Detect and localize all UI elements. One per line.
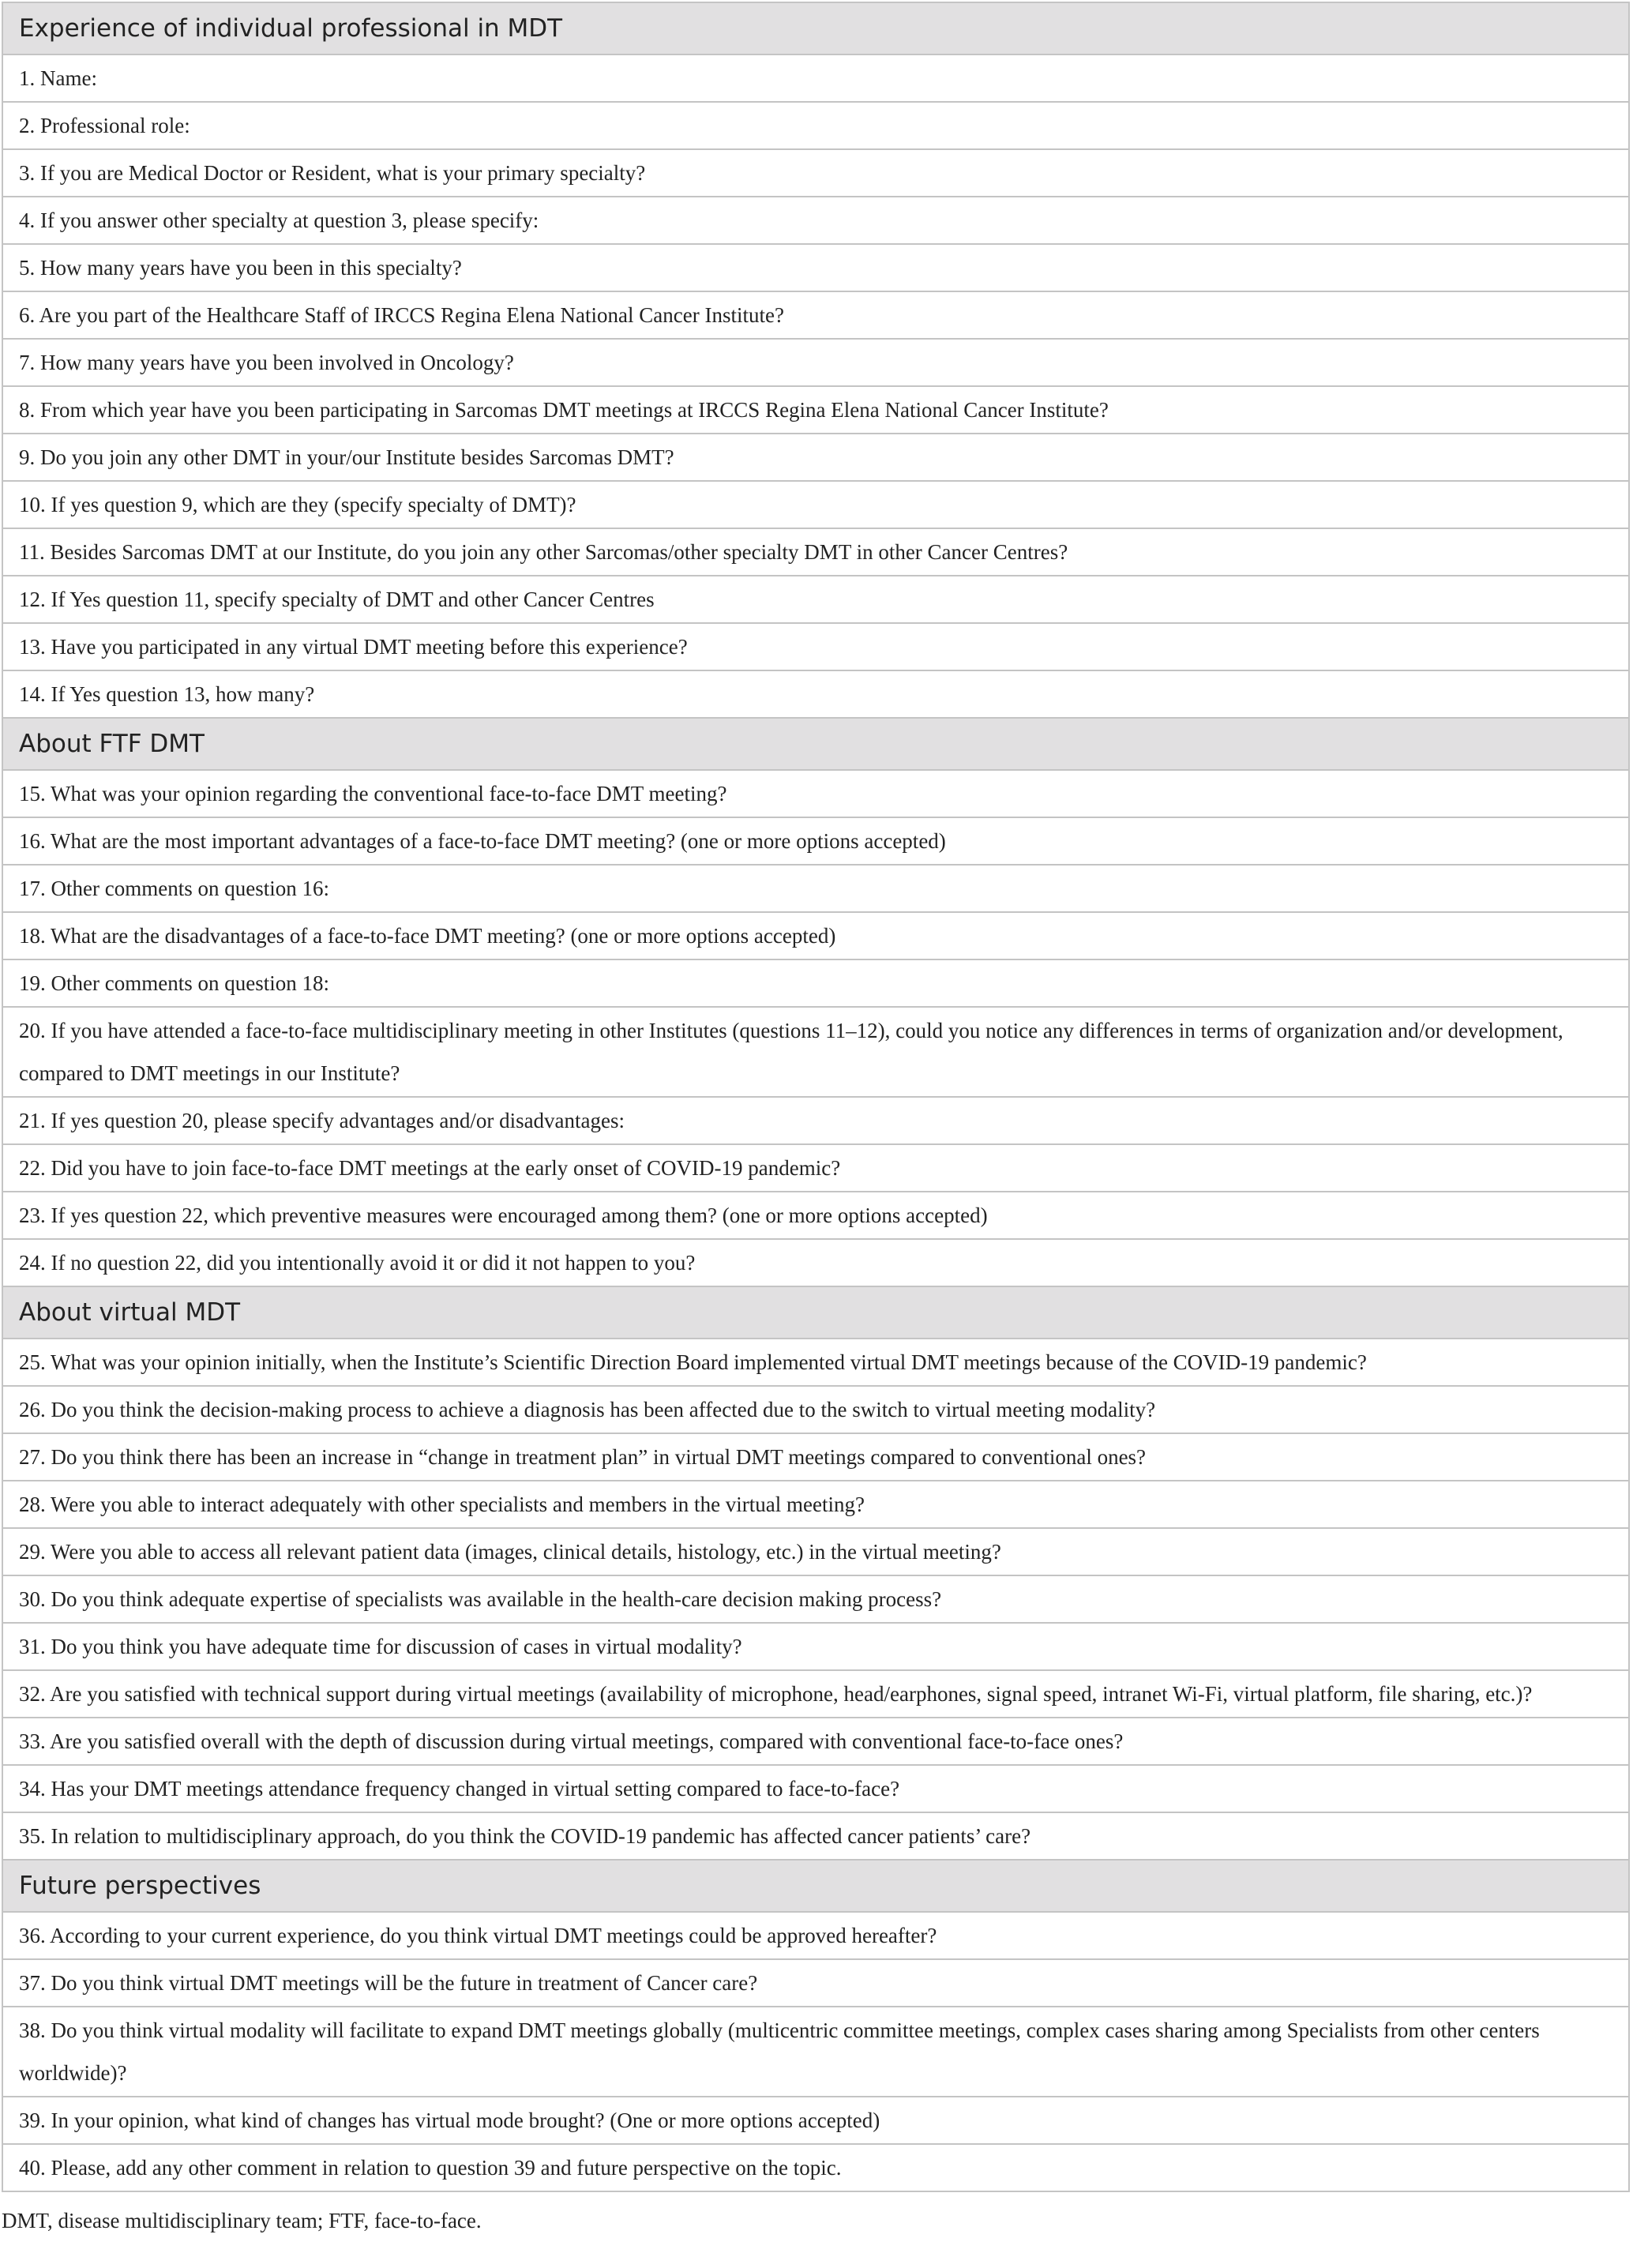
question-text: 30. Do you think adequate expertise of specialists was available in the health-care decision making process? <box>2 1575 1629 1623</box>
question-row <box>2 959 1629 1007</box>
question-row <box>2 1339 1629 1386</box>
question-text: 3. If you are Medical Doctor or Resident, what is your primary specialty? <box>2 149 1629 197</box>
questionnaire-table <box>2 2 1630 2192</box>
question-text: 17. Other comments on question 16: <box>2 865 1629 912</box>
question-text: 31. Do you think you have adequate time for discussion of cases in virtual modality? <box>2 1623 1629 1670</box>
question-text: 40. Please, add any other comment in relation to question 39 and future perspective on the topic. <box>2 2144 1629 2191</box>
question-text: 12. If Yes question 11, specify specialty of DMT and other Cancer Centres <box>2 576 1629 623</box>
question-row <box>2 865 1629 912</box>
question-row <box>2 1812 1629 1860</box>
question-row <box>2 817 1629 865</box>
section-header-row <box>2 1286 1629 1339</box>
question-text: 10. If yes question 9, which are they (specify specialty of DMT)? <box>2 481 1629 528</box>
section-header-row <box>2 2 1629 54</box>
question-row <box>2 291 1629 339</box>
section-header-row <box>2 718 1629 770</box>
question-text: 35. In relation to multidisciplinary approach, do you think the COVID-19 pandemic has affected cancer patients’ care? <box>2 1812 1629 1860</box>
question-text: 26. Do you think the decision-making process to achieve a diagnosis has been affected due to the switch to virtual meeting modality? <box>2 1386 1629 1433</box>
question-text: 19. Other comments on question 18: <box>2 959 1629 1007</box>
question-text: 32. Are you satisfied with technical support during virtual meetings (availability of microphone, head/earphones, signal speed, intranet Wi-Fi, virtual platform, file sharing, etc.)? <box>2 1670 1629 1718</box>
question-row <box>2 1007 1629 1097</box>
question-text: 9. Do you join any other DMT in your/our Institute besides Sarcomas DMT? <box>2 434 1629 481</box>
section-title: About virtual MDT <box>2 1286 1629 1339</box>
question-row <box>2 244 1629 291</box>
question-text: 39. In your opinion, what kind of changes has virtual mode brought? (One or more options accepted) <box>2 2097 1629 2144</box>
question-row <box>2 197 1629 244</box>
question-text: 1. Name: <box>2 54 1629 102</box>
question-row <box>2 386 1629 434</box>
question-row <box>2 2097 1629 2144</box>
question-row <box>2 1192 1629 1239</box>
questionnaire-body <box>2 2 1629 2191</box>
question-text: 24. If no question 22, did you intentionally avoid it or did it not happen to you? <box>2 1239 1629 1286</box>
question-text: 5. How many years have you been in this specialty? <box>2 244 1629 291</box>
question-row <box>2 770 1629 817</box>
question-text: 20. If you have attended a face-to-face multidisciplinary meeting in other Institutes (questions 11–12), could you notice any differences in terms of organization and/or development, compared to DMT meetings in our Institute? <box>2 1007 1629 1097</box>
question-row <box>2 1097 1629 1144</box>
question-row <box>2 1528 1629 1575</box>
question-text: 15. What was your opinion regarding the conventional face-to-face DMT meeting? <box>2 770 1629 817</box>
question-row <box>2 1144 1629 1192</box>
question-row <box>2 1912 1629 1959</box>
question-row <box>2 102 1629 149</box>
question-text: 36. According to your current experience, do you think virtual DMT meetings could be approved hereafter? <box>2 1912 1629 1959</box>
question-row <box>2 1959 1629 2007</box>
question-row <box>2 528 1629 576</box>
question-text: 25. What was your opinion initially, when the Institute’s Scientific Direction Board implemented virtual DMT meetings because of the COVID-19 pandemic? <box>2 1339 1629 1386</box>
question-row <box>2 339 1629 386</box>
question-text: 8. From which year have you been participating in Sarcomas DMT meetings at IRCCS Regina Elena National Cancer Institute? <box>2 386 1629 434</box>
question-row <box>2 1575 1629 1623</box>
question-text: 37. Do you think virtual DMT meetings will be the future in treatment of Cancer care? <box>2 1959 1629 2007</box>
question-text: 29. Were you able to access all relevant patient data (images, clinical details, histology, etc.) in the virtual meeting? <box>2 1528 1629 1575</box>
question-row <box>2 1386 1629 1433</box>
question-text: 23. If yes question 22, which preventive measures were encouraged among them? (one or more options accepted) <box>2 1192 1629 1239</box>
question-row <box>2 912 1629 959</box>
question-row <box>2 2144 1629 2191</box>
question-text: 21. If yes question 20, please specify advantages and/or disadvantages: <box>2 1097 1629 1144</box>
question-row <box>2 576 1629 623</box>
question-row <box>2 670 1629 718</box>
question-text: 13. Have you participated in any virtual DMT meeting before this experience? <box>2 623 1629 670</box>
question-text: 11. Besides Sarcomas DMT at our Institute, do you join any other Sarcomas/other specialty DMT in other Cancer Centres? <box>2 528 1629 576</box>
question-text: 18. What are the disadvantages of a face-to-face DMT meeting? (one or more options accepted) <box>2 912 1629 959</box>
question-text: 33. Are you satisfied overall with the depth of discussion during virtual meetings, compared with conventional face-to-face ones? <box>2 1718 1629 1765</box>
section-title: Future perspectives <box>2 1860 1629 1912</box>
question-row <box>2 1481 1629 1528</box>
question-text: 6. Are you part of the Healthcare Staff of IRCCS Regina Elena National Cancer Institute? <box>2 291 1629 339</box>
question-text: 14. If Yes question 13, how many? <box>2 670 1629 718</box>
question-text: 22. Did you have to join face-to-face DMT meetings at the early onset of COVID-19 pandemic? <box>2 1144 1629 1192</box>
question-text: 27. Do you think there has been an increase in “change in treatment plan” in virtual DMT meetings compared to conventional ones? <box>2 1433 1629 1481</box>
question-text: 4. If you answer other specialty at question 3, please specify: <box>2 197 1629 244</box>
question-row <box>2 434 1629 481</box>
question-row <box>2 1718 1629 1765</box>
section-header-row <box>2 1860 1629 1912</box>
question-row <box>2 1623 1629 1670</box>
question-text: 2. Professional role: <box>2 102 1629 149</box>
table-footnote: DMT, disease multidisciplinary team; FTF, face-to-face. <box>2 2209 482 2232</box>
question-row <box>2 1239 1629 1286</box>
question-row <box>2 481 1629 528</box>
question-row <box>2 2007 1629 2097</box>
question-row <box>2 54 1629 102</box>
question-text: 16. What are the most important advantages of a face-to-face DMT meeting? (one or more options accepted) <box>2 817 1629 865</box>
question-row <box>2 1765 1629 1812</box>
question-text: 7. How many years have you been involved in Oncology? <box>2 339 1629 386</box>
question-row <box>2 1670 1629 1718</box>
question-row <box>2 1433 1629 1481</box>
question-row <box>2 149 1629 197</box>
section-title: About FTF DMT <box>2 718 1629 770</box>
question-text: 28. Were you able to interact adequately with other specialists and members in the virtual meeting? <box>2 1481 1629 1528</box>
question-text: 38. Do you think virtual modality will facilitate to expand DMT meetings globally (multicentric committee meetings, complex cases sharing among Specialists from other centers worldwide)? <box>2 2007 1629 2097</box>
question-row <box>2 623 1629 670</box>
section-title: Experience of individual professional in MDT <box>2 2 1629 54</box>
question-text: 34. Has your DMT meetings attendance frequency changed in virtual setting compared to face-to-face? <box>2 1765 1629 1812</box>
